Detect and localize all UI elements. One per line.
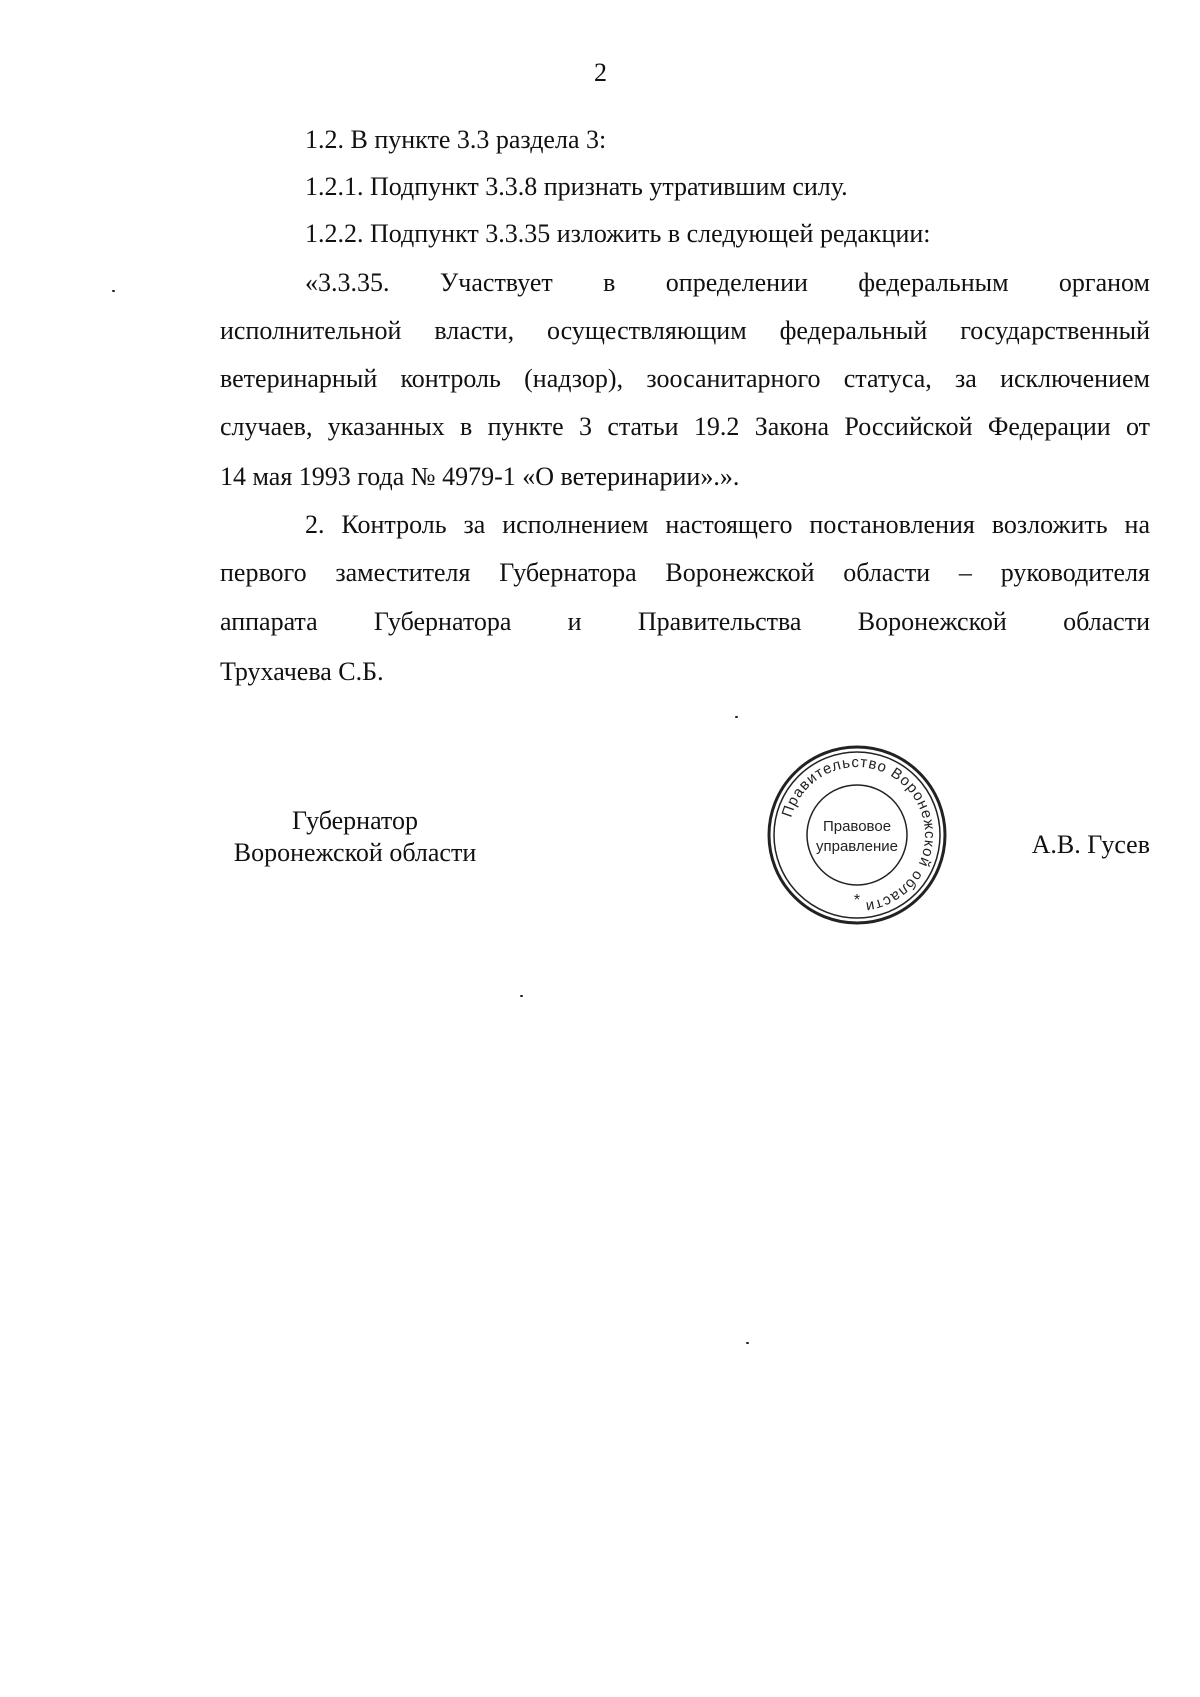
- control-line: Трухачева С.Б.: [220, 657, 384, 686]
- signatory-name: А.В. Гусев: [1031, 830, 1150, 859]
- quote-line: ветеринарный контроль (надзор), зоосанитарного статуса, за исключением: [220, 364, 1150, 393]
- seal-ring-text: Правительство Воронежской области: [778, 753, 939, 916]
- signatory-position-line: Губернатор: [292, 806, 418, 835]
- scan-speck: [520, 995, 523, 997]
- scan-speck: [112, 290, 115, 292]
- signatory-position: [220, 805, 490, 869]
- scan-speck: [735, 716, 738, 718]
- seal-star: *: [853, 892, 861, 909]
- seal-center-line: управление: [815, 838, 899, 855]
- scan-speck: [746, 1342, 749, 1344]
- control-line: аппарата Губернатора и Правительства Воронежской области: [220, 607, 1150, 636]
- page-number: 2: [594, 58, 607, 87]
- quote-line: случаев, указанных в пункте 3 статьи 19.2 Закона Российской Федерации от: [220, 412, 1150, 441]
- seal-graphic: [763, 741, 951, 929]
- paragraph-1-2-2: 1.2.2. Подпункт 3.3.35 изложить в следующей редакции:: [305, 219, 931, 248]
- official-seal: [763, 741, 951, 929]
- control-line: первого заместителя Губернатора Воронежской области – руководителя: [220, 558, 1150, 587]
- quote-line: «3.3.35. Участвует в определении федеральным органом: [305, 268, 1150, 297]
- seal-center-line: Правовое: [822, 818, 892, 835]
- signatory-position-line: Воронежской области: [233, 838, 477, 867]
- quote-line: исполнительной власти, осуществляющим федеральный государственный: [220, 316, 1150, 345]
- quote-line: 14 мая 1993 года № 4979-1 «О ветеринарии».».: [220, 462, 740, 491]
- paragraph-1-2: 1.2. В пункте 3.3 раздела 3:: [305, 125, 607, 154]
- control-line: 2. Контроль за исполнением настоящего постановления возложить на: [305, 510, 1150, 539]
- paragraph-1-2-1: 1.2.1. Подпункт 3.3.8 признать утратившим силу.: [305, 172, 848, 201]
